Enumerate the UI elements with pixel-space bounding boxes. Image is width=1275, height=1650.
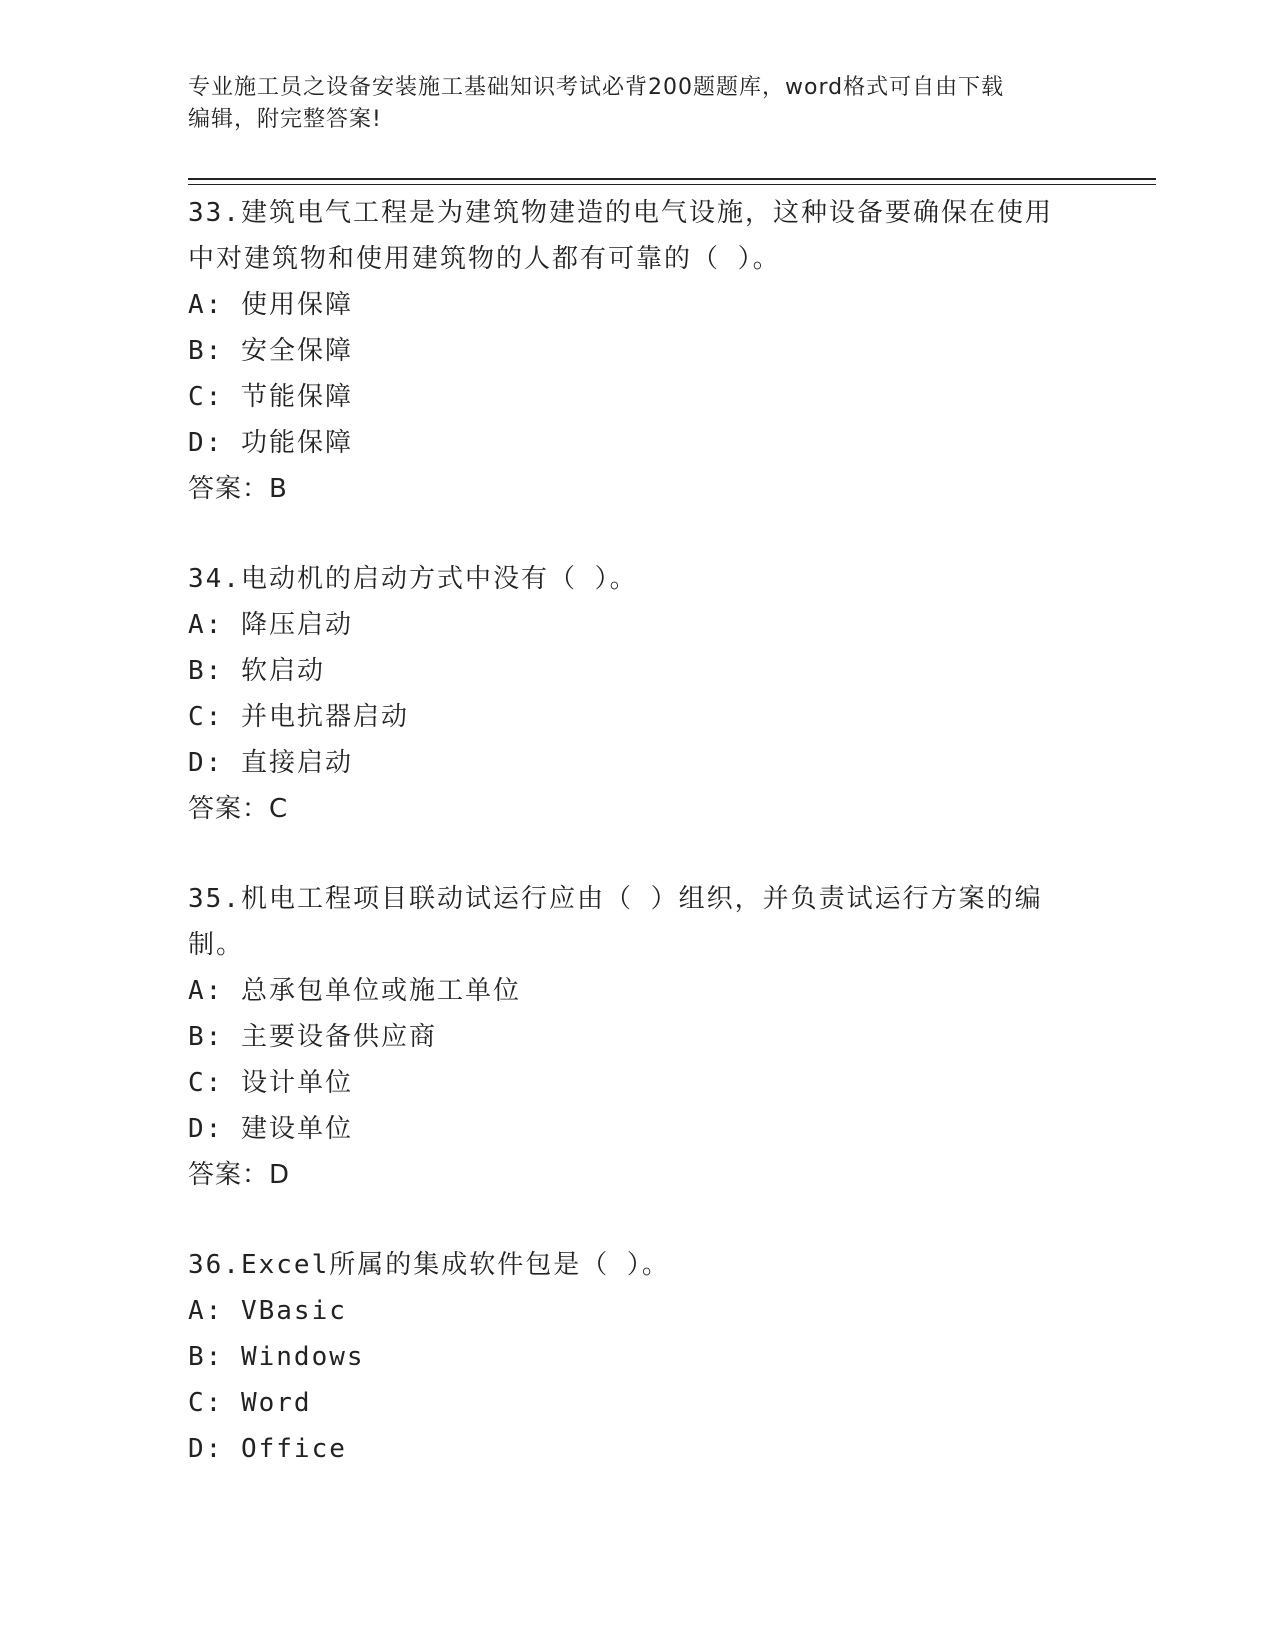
option-c: C: 设计单位 bbox=[188, 1068, 353, 1098]
question-text-line: 33.建筑电气工程是为建筑物建造的电气设施，这种设备要确保在使用 bbox=[188, 198, 1053, 228]
question-text-line: 制。 bbox=[188, 930, 245, 960]
option-a: A: 总承包单位或施工单位 bbox=[188, 976, 521, 1006]
option-b: B: Windows bbox=[188, 1342, 365, 1372]
option-d: D: 建设单位 bbox=[188, 1114, 353, 1144]
option-a: A: 使用保障 bbox=[188, 290, 353, 320]
question-35 bbox=[188, 876, 1088, 1198]
question-36 bbox=[188, 1242, 1088, 1472]
option-c: C: Word bbox=[188, 1388, 312, 1418]
option-d: D: 直接启动 bbox=[188, 748, 353, 778]
option-c: C: 节能保障 bbox=[188, 382, 353, 412]
question-33 bbox=[188, 190, 1088, 512]
question-34 bbox=[188, 556, 1088, 832]
document-header bbox=[188, 72, 1088, 136]
answer-text: 答案：C bbox=[188, 794, 289, 824]
option-b: B: 软启动 bbox=[188, 656, 325, 686]
header-divider-thick bbox=[188, 178, 1156, 180]
option-d: D: 功能保障 bbox=[188, 428, 353, 458]
answer-text: 答案：B bbox=[188, 474, 288, 504]
question-list bbox=[188, 190, 1088, 1516]
question-text-line: 中对建筑物和使用建筑物的人都有可靠的（ ）。 bbox=[188, 244, 781, 274]
question-text-line: 35.机电工程项目联动试运行应由（ ）组织，并负责试运行方案的编 bbox=[188, 884, 1043, 914]
question-text-line: 34.电动机的启动方式中没有（ ）。 bbox=[188, 564, 638, 594]
option-b: B: 主要设备供应商 bbox=[188, 1022, 437, 1052]
header-divider-thin bbox=[188, 184, 1156, 185]
option-d: D: Office bbox=[188, 1434, 347, 1464]
option-b: B: 安全保障 bbox=[188, 336, 353, 366]
answer-text: 答案：D bbox=[188, 1160, 291, 1190]
question-text-line: 36.Excel所属的集成软件包是（ ）。 bbox=[188, 1250, 670, 1280]
option-a: A: VBasic bbox=[188, 1296, 347, 1326]
header-line-2: 编辑，附完整答案! bbox=[188, 107, 382, 132]
option-a: A: 降压启动 bbox=[188, 610, 353, 640]
header-line-1: 专业施工员之设备安装施工基础知识考试必背200题题库，word格式可自由下载 bbox=[188, 75, 1005, 100]
option-c: C: 并电抗器启动 bbox=[188, 702, 409, 732]
